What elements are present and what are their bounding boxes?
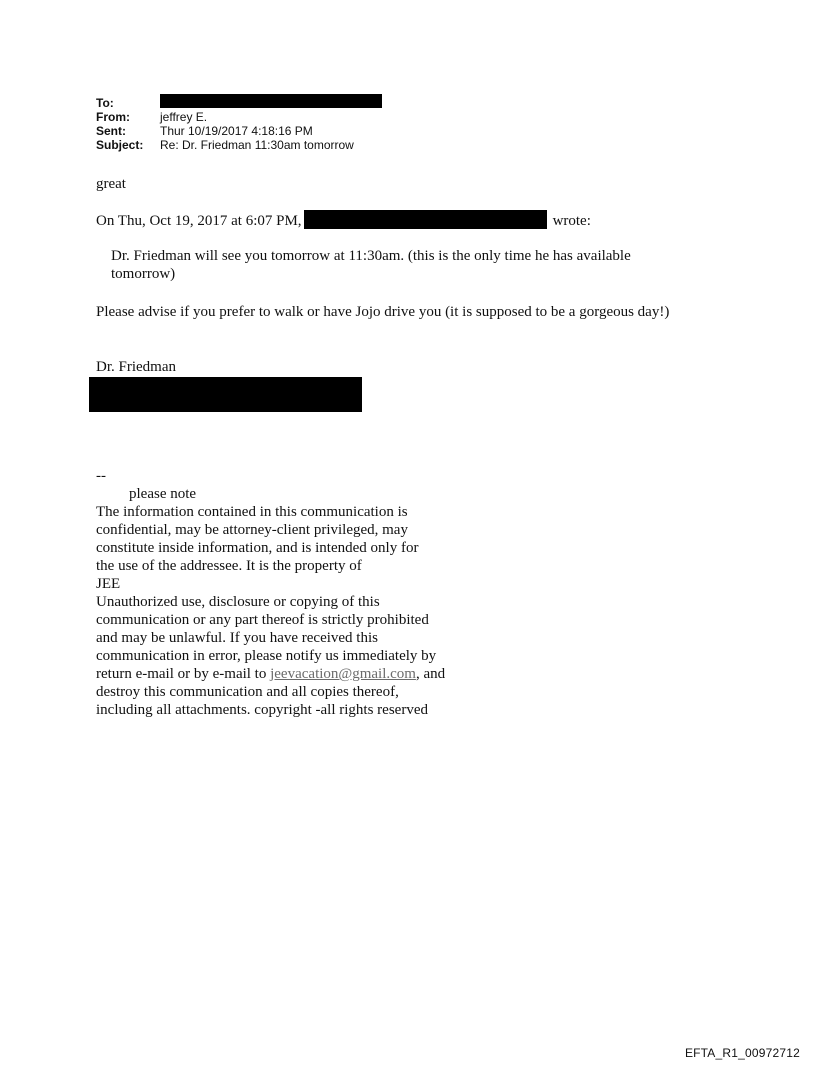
header-sent-row: [96, 124, 382, 138]
header-from-row: [96, 110, 382, 124]
disclaimer-line: JEE: [96, 576, 121, 592]
disclaimer-line: the use of the addressee. It is the property of: [96, 558, 362, 574]
header-subject-row: [96, 138, 382, 152]
disclaimer-line: and may be unlawful. If you have received this: [96, 630, 378, 646]
disclaimer-separator: --: [96, 468, 106, 484]
disclaimer-email-line: [96, 665, 445, 683]
from-value: jeffrey E.: [160, 110, 208, 124]
reply-prefix: On Thu, Oct 19, 2017 at 6:07 PM,: [96, 213, 302, 229]
document-id: EFTA_R1_00972712: [684, 1046, 800, 1060]
disclaimer-line: including all attachments. copyright -all rights reserved: [96, 702, 428, 718]
disclaimer-block: [96, 467, 445, 719]
from-label: From:: [96, 110, 130, 124]
disclaimer-line: communication in error, please notify us immediately by: [96, 648, 437, 664]
reply-attribution: [96, 210, 591, 230]
signature-redaction: [89, 377, 362, 412]
header-to-row: [96, 96, 382, 110]
to-value: [160, 96, 382, 110]
signature-name: Dr. Friedman: [96, 359, 176, 375]
sent-value: Thur 10/19/2017 4:18:16 PM: [160, 124, 313, 138]
disclaimer-line: destroy this communication and all copies thereof,: [96, 684, 399, 700]
disclaimer-line: Unauthorized use, disclosure or copying of this: [96, 594, 380, 610]
reply-suffix: wrote:: [552, 213, 591, 229]
disclaimer-line: communication or any part thereof is strictly prohibited: [96, 612, 429, 628]
disclaimer-line: The information contained in this communication is: [96, 504, 408, 520]
sent-label: Sent:: [96, 124, 126, 138]
email-line-suffix: , and: [415, 666, 446, 682]
to-label: To:: [96, 96, 114, 110]
advise-text: Please advise if you prefer to walk or have Jojo drive you (it is supposed to be a gorgeous day!): [96, 304, 670, 320]
sender-redaction: [304, 210, 547, 229]
to-redaction: [160, 94, 382, 108]
disclaimer-line: confidential, may be attorney-client privileged, may: [96, 522, 408, 538]
greeting-text: great: [96, 176, 126, 192]
subject-label: Subject:: [96, 138, 144, 152]
subject-value: Re: Dr. Friedman 11:30am tomorrow: [160, 138, 354, 152]
email-link[interactable]: jeevacation@gmail.com: [270, 666, 416, 682]
quoted-message: Dr. Friedman will see you tomorrow at 11:30am. (this is the only time he has available tomorrow): [111, 248, 631, 282]
disclaimer-line: constitute inside information, and is intended only for: [96, 540, 419, 556]
disclaimer-line: please note: [129, 486, 197, 502]
email-line-prefix: return e-mail or by e-mail to: [96, 666, 271, 682]
email-header: [96, 96, 382, 152]
